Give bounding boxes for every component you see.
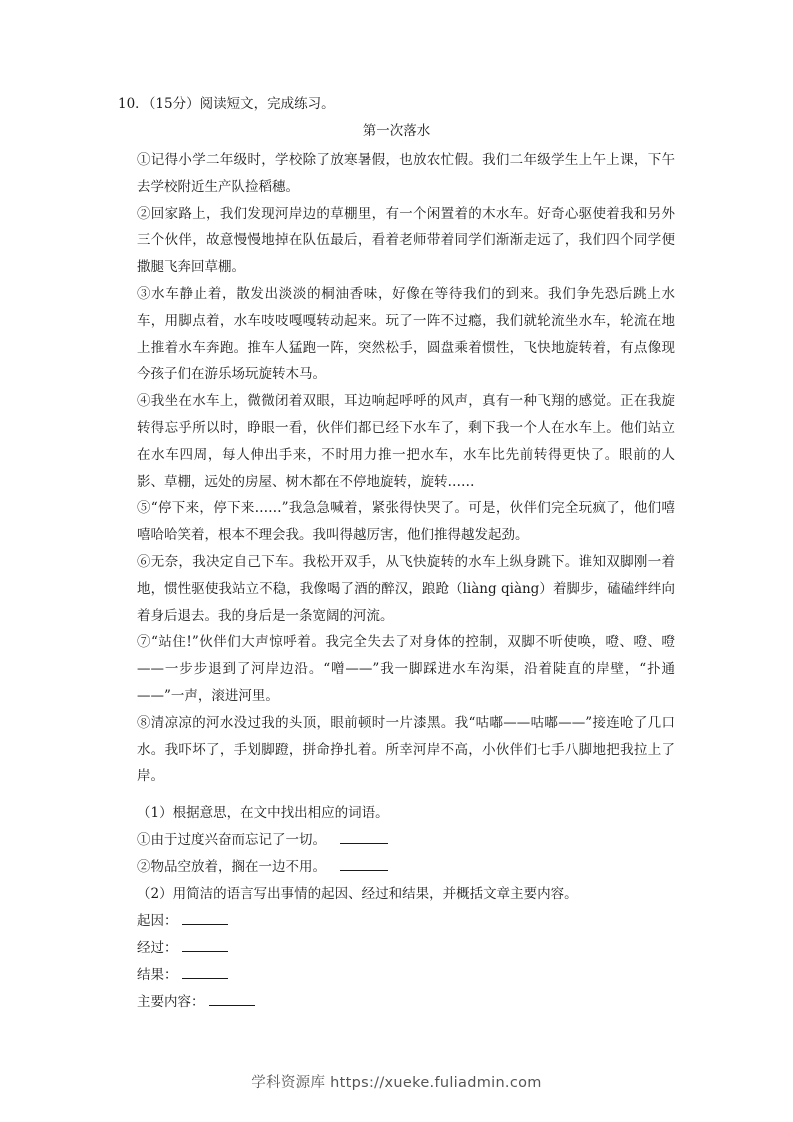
paragraph-7: ⑦“站住!”伙伴们大声惊呼着。我完全失去了对身体的控制，双脚不听使唤，噔、噔、噔——一步步退到了河岸边沿。“噌——”我一脚踩进水车沟渠，沿着陡直的岸壁，“扑通——”一声，滚进河里。: [137, 634, 675, 704]
passage-title: 第一次落水: [362, 123, 431, 139]
result-label: 结果：: [137, 967, 178, 983]
sub-question-2: [137, 881, 697, 1016]
result-line: [137, 962, 697, 989]
result-blank[interactable]: [182, 964, 228, 979]
cause-blank[interactable]: [182, 910, 228, 925]
sub-question-1: [137, 800, 697, 881]
paragraph-8: ⑧清凉凉的河水没过我的头顶，眼前顿时一片漆黑。我“咕嘟——咕嘟——”接连呛了几口水。我吓坏了，手划脚蹬，拼命挣扎着。所幸河岸不高，小伙伴们七手八脚地把我拉上了岸。: [137, 714, 675, 785]
footer-watermark: 学科资源库 https://xueke.fuliadmin.com: [251, 1075, 542, 1091]
process-label: 经过：: [137, 940, 178, 956]
paragraph-6: ⑥无奈，我决定自己下车。我松开双手，从飞快旋转的水车上纵身跳下。谁知双脚刚一着地，惯性驱使我站立不稳，我像喝了酒的醉汉，踉跄（liàng qiàng）着脚步，磕磕绊绊向着身后退去。我的身后是一条宽阔的河流。: [137, 553, 675, 624]
answer-blank-2[interactable]: [340, 856, 388, 871]
process-line: [137, 935, 697, 962]
summary-label: 主要内容：: [137, 994, 205, 1010]
sub1-item-1: [137, 827, 697, 854]
cause-line: [137, 908, 697, 935]
summary-line: [137, 989, 697, 1016]
sub2-prompt: （2）用简洁的语言写出事情的起因、经过和结果，并概括文章主要内容。: [137, 886, 578, 902]
sub1-prompt: （1）根据意思，在文中找出相应的词语。: [137, 805, 389, 821]
sub1-item-2: [137, 854, 697, 881]
paragraph-5: ⑤“停下来，停下来……”我急急喊着，紧张得快哭了。可是，伙伴们完全玩疯了，他们嘻嘻哈哈笑着，根本不理会我。我叫得越厉害，他们推得越发起劲。: [137, 500, 675, 544]
paragraph-3: ③水车静止着，散发出淡淡的桐油香味，好像在等待我们的到来。我们争先恐后跳上水车，用脚点着，水车吱吱嘎嘎转动起来。玩了一阵不过瘾，我们就轮流坐水车，轮流在地上推着水车奔跑。推车人猛跑一阵，突然松手，圆盘乘着惯性，飞快地旋转着，有点像现今孩子们在游乐场玩旋转木马。: [137, 285, 675, 383]
process-blank[interactable]: [182, 937, 228, 952]
paragraph-2: ②回家路上，我们发现河岸边的草棚里，有一个闲置着的木水车。好奇心驱使着我和另外三个伙伴，故意慢慢地掉在队伍最后，看着老师带着同学们渐渐走远了，我们四个同学便撒腿飞奔回草棚。: [137, 205, 675, 276]
answer-blank-1[interactable]: [340, 829, 388, 844]
summary-blank[interactable]: [209, 991, 255, 1006]
cause-label: 起因：: [137, 913, 178, 929]
paragraph-1: ①记得小学二年级时，学校除了放寒暑假，也放农忙假。我们二年级学生上午上课，下午去学校附近生产队捡稻穗。: [137, 152, 675, 195]
sub1-item-2-text: ②物品空放着，搁在一边不用。: [137, 859, 326, 875]
passage-body: [137, 147, 675, 790]
sub1-item-1-text: ①由于过度兴奋而忘记了一切。: [137, 832, 326, 848]
paragraph-4: ④我坐在水车上，微微闭着双眼，耳边响起呼呼的风声，真有一种飞翔的感觉。正在我旋转得忘乎所以时，睁眼一看，伙伴们都已经下水车了，剩下我一个人在水车上。他们站立在水车四周，每人伸出手来，不时用力推一把水车，水车比先前转得更快了。眼前的人影、草棚，远处的房屋、树木都在不停地旋转，旋转……: [137, 393, 675, 490]
question-header: 10．（15分）阅读短文，完成练习。: [118, 96, 335, 112]
